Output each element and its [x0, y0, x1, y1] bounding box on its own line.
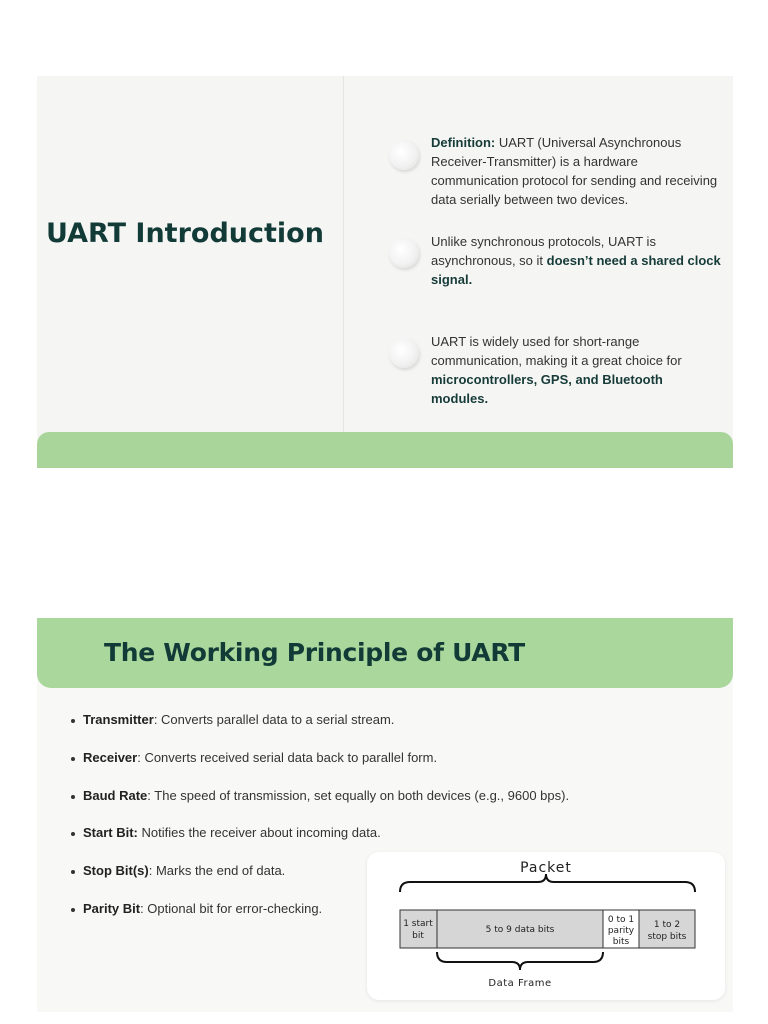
green-footer-bar: [37, 432, 733, 468]
usage-point: UART is widely used for short-range communication, making it a great choice for microcontrollers, GPS, and Bluetooth modules.: [431, 334, 682, 406]
circle-bullet-icon: [389, 338, 419, 368]
slide-title: UART Introduction: [46, 218, 324, 249]
working-principle-slide: [37, 618, 733, 1012]
parity-label-3: bits: [612, 937, 630, 947]
bullet-dot-icon: [71, 832, 75, 836]
bullet-dot-icon: [71, 908, 75, 912]
bullet-dot-icon: [71, 870, 75, 874]
list-item-parity-bit: Parity Bit: Optional bit for error-checking.: [71, 900, 322, 918]
start-bit-cell: [400, 910, 437, 948]
list-item-baud-rate: Baud Rate: The speed of transmission, set equally on both devices (e.g., 9600 bps).: [71, 787, 569, 805]
parity-label-2: parity: [607, 926, 635, 936]
bullet-dot-icon: [71, 719, 75, 723]
slide-header: [37, 618, 733, 688]
data-frame-label: Data Frame: [488, 978, 552, 989]
bullet-dot-icon: [71, 757, 75, 761]
list-item-receiver: Receiver: Converts received serial data back to parallel form.: [71, 749, 437, 767]
intro-slide: [37, 76, 733, 468]
start-bit-label-2: bit: [412, 931, 424, 941]
parity-label-1: 0 to 1: [607, 915, 635, 925]
packet-diagram: [367, 852, 725, 1000]
stop-bits-label-1: 1 to 2: [653, 920, 681, 930]
definition-point: Definition: UART (Universal Asynchronous Receiver-Transmitter) is a hardware communication protocol for sending and receiving data serially between two devices.: [431, 135, 718, 207]
data-frame-brace: [437, 952, 603, 970]
column-divider: [343, 76, 344, 432]
circle-bullet-icon: [389, 140, 419, 170]
data-bits-label: 5 to 9 data bits: [485, 925, 555, 935]
stop-bits-label-2: stop bits: [647, 932, 687, 942]
asynchronous-point: Unlike synchronous protocols, UART is asynchronous, so it doesn’t need a shared clock signal.: [431, 234, 721, 287]
bullet-dot-icon: [71, 795, 75, 799]
list-item-start-bit: Start Bit: Notifies the receiver about incoming data.: [71, 824, 381, 842]
packet-label: Packet: [520, 860, 572, 876]
packet-brace: [400, 874, 695, 892]
list-item-stop-bits: Stop Bit(s): Marks the end of data.: [71, 862, 285, 880]
list-item-transmitter: Transmitter: Converts parallel data to a serial stream.: [71, 711, 394, 729]
circle-bullet-icon: [389, 238, 419, 268]
slide-title: The Working Principle of UART: [104, 638, 525, 667]
packet-diagram-svg: [367, 852, 725, 1000]
start-bit-label-1: 1 start: [403, 919, 433, 929]
